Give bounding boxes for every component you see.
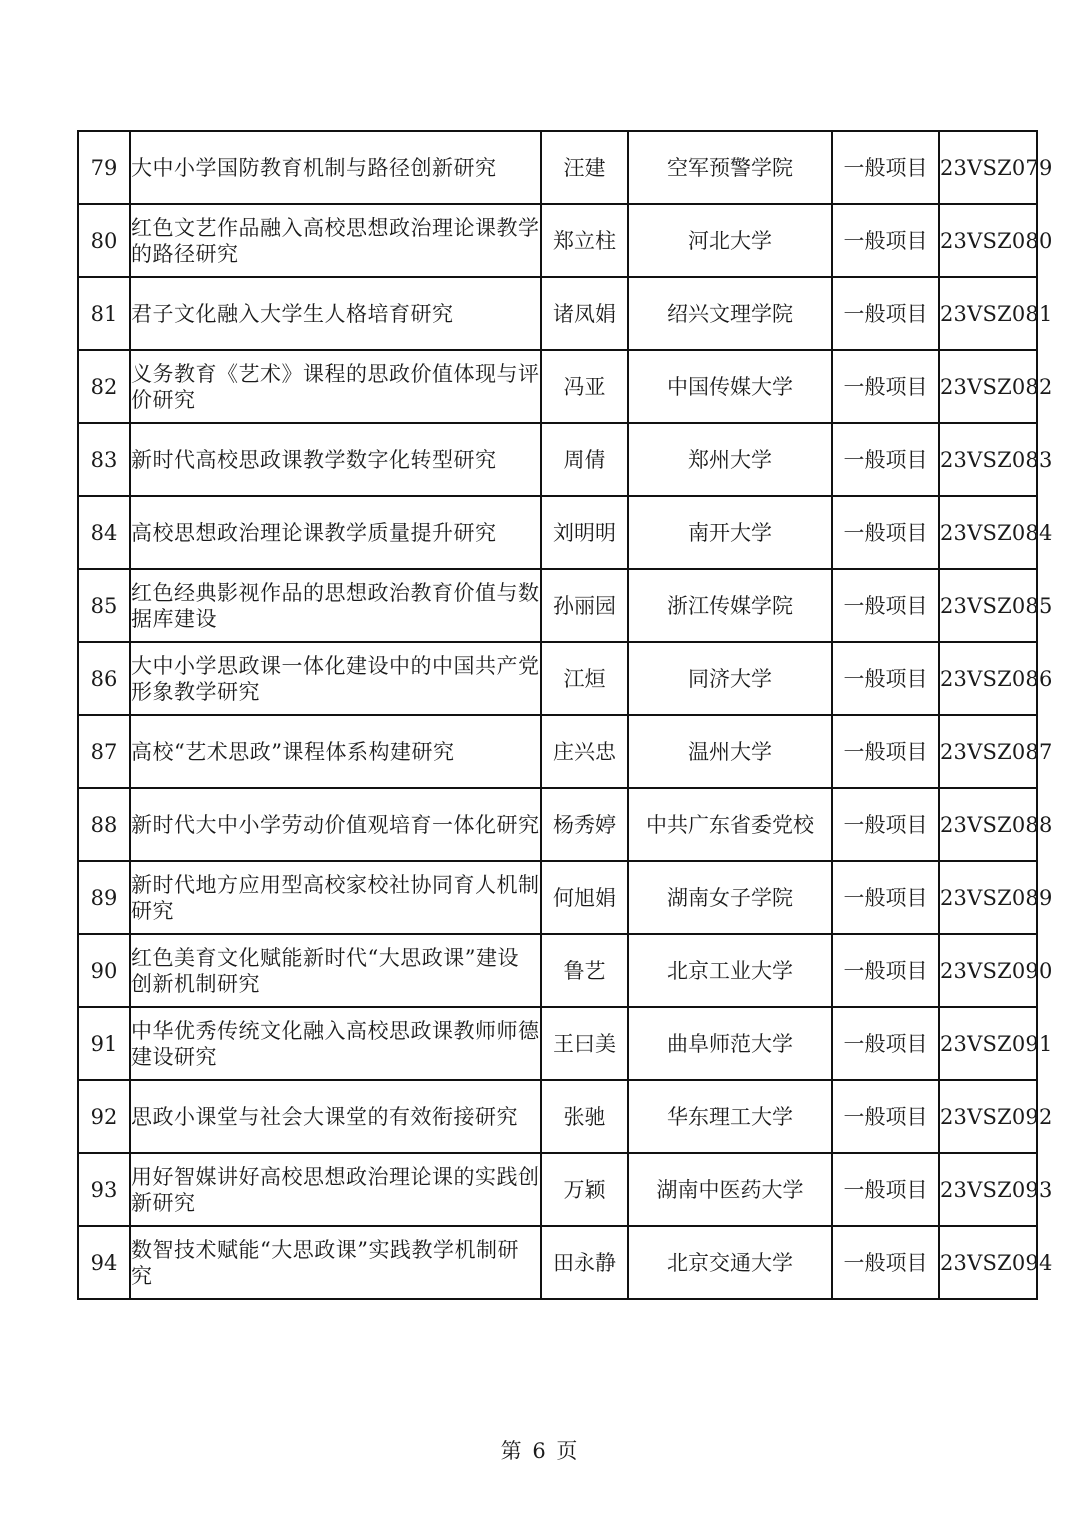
- affiliation: 南开大学: [688, 520, 772, 545]
- principal-investigator-cell: [541, 277, 628, 350]
- principal-investigator: 江烜: [563, 666, 606, 691]
- project-title: 大中小学思政课一体化建设中的中国共产党形象教学研究: [131, 653, 540, 704]
- project-title-cell: [130, 569, 541, 642]
- affiliation: 中共广东省委党校: [646, 812, 814, 837]
- project-code-cell: [939, 715, 1053, 788]
- project-type: 一般项目: [843, 885, 928, 910]
- affiliation-cell: [628, 569, 832, 642]
- project-type: 一般项目: [843, 520, 928, 545]
- affiliation: 湖南中医药大学: [656, 1177, 804, 1202]
- principal-investigator: 汪建: [563, 155, 606, 180]
- project-type: 一般项目: [843, 812, 928, 837]
- affiliation-cell: [628, 642, 832, 715]
- project-code-cell: [939, 642, 1053, 715]
- affiliation-cell: [628, 788, 832, 861]
- project-code: 23VSZ094: [940, 1250, 1053, 1275]
- project-title: 高校思想政治理论课教学质量提升研究: [131, 520, 497, 545]
- project-type: 一般项目: [843, 666, 928, 691]
- project-title-cell: [130, 423, 541, 496]
- row-number-cell: [78, 204, 130, 277]
- project-type-cell: [832, 496, 939, 569]
- affiliation-cell: [628, 204, 832, 277]
- row-number: 89: [90, 885, 118, 910]
- project-type-cell: [832, 1007, 939, 1080]
- table-row: [78, 861, 1037, 934]
- principal-investigator: 刘明明: [553, 520, 616, 545]
- affiliation-cell: [628, 496, 832, 569]
- affiliation-cell: [628, 350, 832, 423]
- project-code-cell: [939, 423, 1053, 496]
- table-row: [78, 1226, 1037, 1299]
- project-code-cell: [939, 861, 1053, 934]
- affiliation-cell: [628, 1226, 832, 1299]
- affiliation: 河北大学: [688, 228, 772, 253]
- affiliation-cell: [628, 861, 832, 934]
- principal-investigator: 诸凤娟: [553, 301, 616, 326]
- project-code-cell: [939, 350, 1053, 423]
- row-number-cell: [78, 715, 130, 788]
- project-title: 新时代高校思政课教学数字化转型研究: [131, 447, 497, 472]
- project-code: 23VSZ079: [940, 155, 1053, 180]
- project-title-cell: [130, 1226, 541, 1299]
- affiliation: 曲阜师范大学: [667, 1031, 793, 1056]
- affiliation-cell: [628, 277, 832, 350]
- row-number: 88: [90, 812, 118, 837]
- project-type-cell: [832, 569, 939, 642]
- project-title: 大中小学国防教育机制与路径创新研究: [131, 155, 497, 180]
- project-code: 23VSZ081: [940, 301, 1053, 326]
- project-type-cell: [832, 131, 939, 204]
- project-title: 红色文艺作品融入高校思想政治理论课教学的路径研究: [131, 215, 540, 266]
- row-number: 84: [90, 520, 118, 545]
- row-number: 91: [90, 1031, 118, 1056]
- project-code: 23VSZ087: [940, 739, 1053, 764]
- principal-investigator-cell: [541, 1007, 628, 1080]
- affiliation-cell: [628, 1007, 832, 1080]
- project-title: 中华优秀传统文化融入高校思政课教师师德建设研究: [131, 1018, 540, 1069]
- project-title: 高校“艺术思政”课程体系构建研究: [131, 739, 455, 764]
- principal-investigator-cell: [541, 788, 628, 861]
- row-number: 86: [90, 666, 118, 691]
- affiliation: 同济大学: [688, 666, 772, 691]
- affiliation: 浙江传媒学院: [667, 593, 793, 618]
- project-title: 红色经典影视作品的思想政治教育价值与数据库建设: [131, 580, 540, 631]
- principal-investigator-cell: [541, 496, 628, 569]
- principal-investigator: 张驰: [563, 1104, 606, 1129]
- page-number: 第 6 页: [500, 1439, 580, 1463]
- row-number-cell: [78, 423, 130, 496]
- project-title: 新时代大中小学劳动价值观培育一体化研究: [131, 812, 540, 837]
- project-type: 一般项目: [843, 739, 928, 764]
- row-number-cell: [78, 788, 130, 861]
- project-title: 思政小课堂与社会大课堂的有效衔接研究: [131, 1104, 518, 1129]
- affiliation-cell: [628, 1080, 832, 1153]
- principal-investigator-cell: [541, 1226, 628, 1299]
- row-number: 79: [90, 155, 118, 180]
- project-code-cell: [939, 569, 1053, 642]
- project-title-cell: [130, 788, 541, 861]
- row-number: 93: [90, 1177, 118, 1202]
- project-title: 新时代地方应用型高校家校社协同育人机制研究: [131, 872, 540, 923]
- project-code: 23VSZ092: [940, 1104, 1053, 1129]
- principal-investigator-cell: [541, 715, 628, 788]
- row-number-cell: [78, 131, 130, 204]
- project-code: 23VSZ085: [940, 593, 1053, 618]
- project-title: 用好智媒讲好高校思想政治理论课的实践创新研究: [131, 1164, 540, 1215]
- project-table-body: [78, 131, 1053, 1299]
- project-type-cell: [832, 934, 939, 1007]
- row-number-cell: [78, 1226, 130, 1299]
- project-type-cell: [832, 1153, 939, 1226]
- principal-investigator-cell: [541, 423, 628, 496]
- row-number: 85: [90, 593, 118, 618]
- row-number: 83: [90, 447, 118, 472]
- principal-investigator-cell: [541, 1080, 628, 1153]
- project-code: 23VSZ089: [940, 885, 1053, 910]
- project-code: 23VSZ086: [940, 666, 1053, 691]
- principal-investigator-cell: [541, 131, 628, 204]
- table-row: [78, 1080, 1037, 1153]
- row-number-cell: [78, 642, 130, 715]
- principal-investigator: 杨秀婷: [553, 812, 616, 837]
- project-title-cell: [130, 131, 541, 204]
- principal-investigator-cell: [541, 350, 628, 423]
- project-code-cell: [939, 131, 1053, 204]
- project-title-cell: [130, 496, 541, 569]
- project-code: 23VSZ088: [940, 812, 1053, 837]
- affiliation: 华东理工大学: [667, 1104, 793, 1129]
- row-number-cell: [78, 350, 130, 423]
- project-type-cell: [832, 861, 939, 934]
- project-type: 一般项目: [843, 447, 928, 472]
- project-title-cell: [130, 934, 541, 1007]
- project-code: 23VSZ080: [940, 228, 1053, 253]
- project-title-cell: [130, 715, 541, 788]
- principal-investigator: 何旭娟: [553, 885, 616, 910]
- row-number: 82: [90, 374, 118, 399]
- project-title-cell: [130, 1080, 541, 1153]
- project-code: 23VSZ091: [940, 1031, 1053, 1056]
- principal-investigator-cell: [541, 569, 628, 642]
- table-row: [78, 277, 1037, 350]
- table-row: [78, 350, 1037, 423]
- project-title: 义务教育《艺术》课程的思政价值体现与评价研究: [131, 361, 540, 412]
- project-code: 23VSZ093: [940, 1177, 1053, 1202]
- principal-investigator-cell: [541, 1153, 628, 1226]
- affiliation-cell: [628, 1153, 832, 1226]
- project-code-cell: [939, 1080, 1053, 1153]
- row-number: 94: [90, 1250, 118, 1275]
- row-number-cell: [78, 496, 130, 569]
- project-code-cell: [939, 1007, 1053, 1080]
- project-table: [77, 130, 1053, 1300]
- project-code-cell: [939, 1226, 1053, 1299]
- project-code: 23VSZ090: [940, 958, 1053, 983]
- table-row: [78, 423, 1037, 496]
- row-number: 92: [90, 1104, 118, 1129]
- project-type: 一般项目: [843, 228, 928, 253]
- project-title-cell: [130, 1153, 541, 1226]
- row-number-cell: [78, 1007, 130, 1080]
- table-row: [78, 642, 1037, 715]
- table-row: [78, 934, 1037, 1007]
- project-type-cell: [832, 715, 939, 788]
- principal-investigator: 万颖: [563, 1177, 606, 1202]
- table-row: [78, 1153, 1037, 1226]
- project-code-cell: [939, 496, 1053, 569]
- principal-investigator: 郑立柱: [553, 228, 616, 253]
- project-type: 一般项目: [843, 155, 928, 180]
- project-title-cell: [130, 350, 541, 423]
- affiliation-cell: [628, 131, 832, 204]
- project-type-cell: [832, 788, 939, 861]
- row-number-cell: [78, 934, 130, 1007]
- table-row: [78, 788, 1037, 861]
- table-row: [78, 131, 1037, 204]
- affiliation: 空军预警学院: [667, 155, 793, 180]
- project-code-cell: [939, 204, 1053, 277]
- affiliation: 中国传媒大学: [667, 374, 793, 399]
- principal-investigator-cell: [541, 204, 628, 277]
- project-type: 一般项目: [843, 301, 928, 326]
- table-row: [78, 496, 1037, 569]
- affiliation-cell: [628, 715, 832, 788]
- principal-investigator: 田永静: [553, 1250, 616, 1275]
- project-code: 23VSZ082: [940, 374, 1053, 399]
- project-title-cell: [130, 861, 541, 934]
- project-type-cell: [832, 1226, 939, 1299]
- affiliation: 湖南女子学院: [667, 885, 793, 910]
- affiliation-cell: [628, 423, 832, 496]
- row-number-cell: [78, 861, 130, 934]
- affiliation: 北京工业大学: [667, 958, 793, 983]
- principal-investigator: 鲁艺: [563, 958, 606, 983]
- table-row: [78, 1007, 1037, 1080]
- project-type-cell: [832, 350, 939, 423]
- principal-investigator: 孙丽园: [553, 593, 616, 618]
- row-number-cell: [78, 277, 130, 350]
- project-code-cell: [939, 934, 1053, 1007]
- project-type: 一般项目: [843, 1104, 928, 1129]
- project-type-cell: [832, 204, 939, 277]
- principal-investigator: 冯亚: [563, 374, 606, 399]
- row-number: 90: [90, 958, 118, 983]
- affiliation: 郑州大学: [688, 447, 772, 472]
- affiliation-cell: [628, 934, 832, 1007]
- project-type: 一般项目: [843, 1177, 928, 1202]
- table-row: [78, 715, 1037, 788]
- project-type-cell: [832, 1080, 939, 1153]
- principal-investigator: 庄兴忠: [553, 739, 616, 764]
- project-code-cell: [939, 1153, 1053, 1226]
- affiliation: 北京交通大学: [667, 1250, 793, 1275]
- project-type: 一般项目: [843, 958, 928, 983]
- row-number-cell: [78, 1153, 130, 1226]
- project-title-cell: [130, 277, 541, 350]
- project-type-cell: [832, 277, 939, 350]
- row-number: 81: [90, 301, 118, 326]
- project-title-cell: [130, 1007, 541, 1080]
- principal-investigator: 王曰美: [553, 1031, 616, 1056]
- project-title-cell: [130, 204, 541, 277]
- principal-investigator-cell: [541, 642, 628, 715]
- project-code-cell: [939, 788, 1053, 861]
- principal-investigator-cell: [541, 861, 628, 934]
- project-type-cell: [832, 642, 939, 715]
- row-number-cell: [78, 569, 130, 642]
- project-title: 君子文化融入大学生人格培育研究: [131, 301, 454, 326]
- project-type-cell: [832, 423, 939, 496]
- row-number-cell: [78, 1080, 130, 1153]
- table-row: [78, 569, 1037, 642]
- project-type: 一般项目: [843, 1250, 928, 1275]
- row-number: 80: [90, 228, 118, 253]
- project-title-cell: [130, 642, 541, 715]
- project-type: 一般项目: [843, 593, 928, 618]
- project-code: 23VSZ083: [940, 447, 1053, 472]
- project-type: 一般项目: [843, 1031, 928, 1056]
- project-code-cell: [939, 277, 1053, 350]
- table-row: [78, 204, 1037, 277]
- affiliation: 温州大学: [688, 739, 772, 764]
- affiliation: 绍兴文理学院: [667, 301, 793, 326]
- project-title: 红色美育文化赋能新时代“大思政课”建设创新机制研究: [131, 945, 519, 996]
- project-code: 23VSZ084: [940, 520, 1053, 545]
- project-type: 一般项目: [843, 374, 928, 399]
- row-number: 87: [90, 739, 118, 764]
- principal-investigator-cell: [541, 934, 628, 1007]
- project-title: 数智技术赋能“大思政课”实践教学机制研究: [131, 1237, 519, 1288]
- principal-investigator: 周倩: [563, 447, 606, 472]
